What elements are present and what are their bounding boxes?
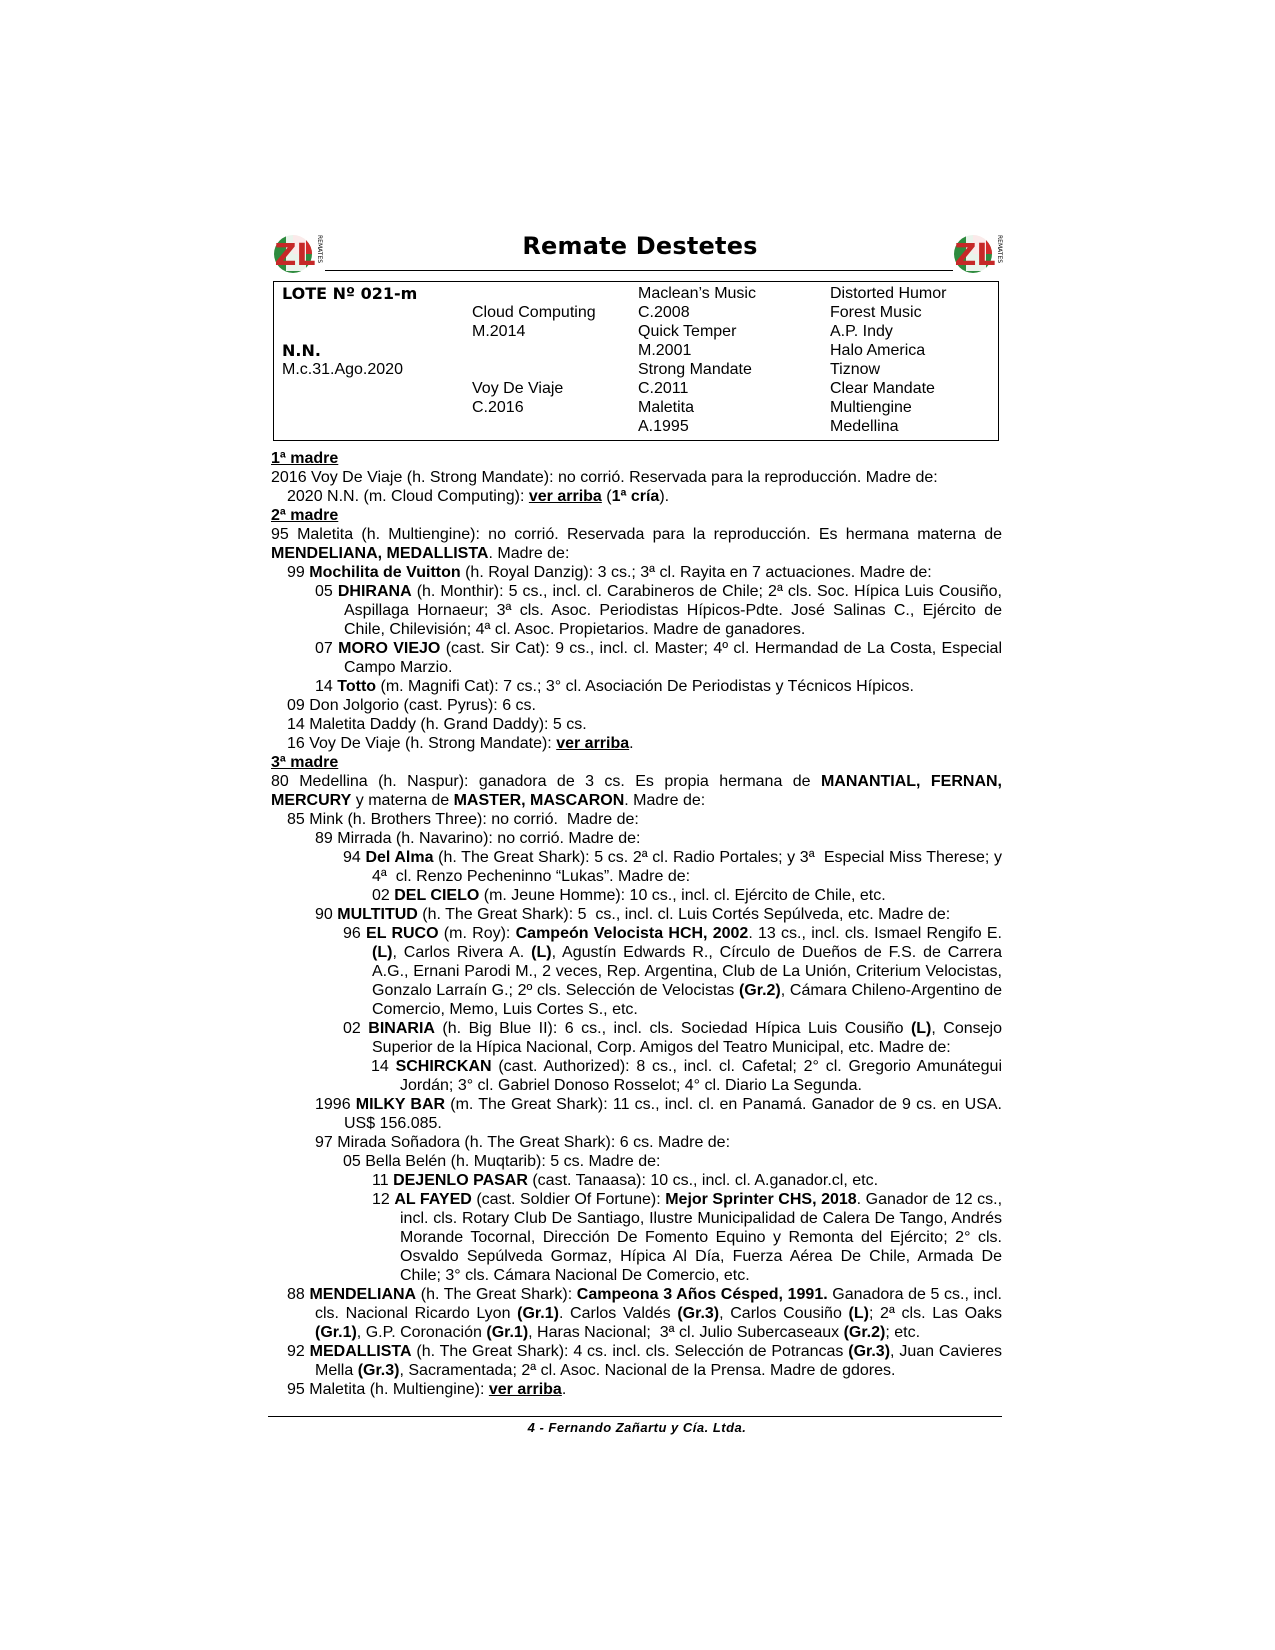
dam-info: C.2016	[472, 399, 524, 416]
entry: 80 Medellina (h. Naspur): ganadora de 3 cs. Es propia hermana de MANANTIAL, FERNAN, MERCURY y materna de MASTER, MASCARON. Madre de:	[271, 773, 1003, 809]
svg-text:REMATES: REMATES	[996, 235, 1003, 264]
family-notes	[271, 449, 1002, 1399]
gen3-cell: Distorted Humor	[830, 285, 947, 302]
entry: 12 AL FAYED (cast. Soldier Of Fortune): Mejor Sprinter CHS, 2018. Ganador de 12 cs., incl. cls. Rotary Club De Santiago, Ilustre Municipalidad de Calera De Tango, Andrés Morande Tocornal, Dirección De Fomento Equino y Remonta del Ejército; 2° cls. Osvaldo Sepúlveda Gormaz, Hípica Al Día, Fuerza Aérea De Chile, Armada De Chile; 3° cls. Cámara Nacional De Comercio, etc.	[372, 1191, 1003, 1284]
title-divider	[325, 270, 953, 271]
entry: 02 DEL CIELO (m. Jeune Homme): 10 cs., incl. cl. Ejército de Chile, etc.	[372, 887, 886, 904]
gen3-cell: Halo America	[830, 342, 926, 359]
gen2-cell: Quick Temper	[638, 323, 737, 340]
entry: 11 DEJENLO PASAR (cast. Tanaasa): 10 cs., incl. cl. A.ganador.cl, etc.	[372, 1172, 879, 1189]
entry: 2016 Voy De Viaje (h. Strong Mandate): no corrió. Reservada para la reproducción. Madre de:	[271, 469, 938, 486]
entry: 1996 MILKY BAR (m. The Great Shark): 11 cs., incl. cl. en Panamá. Ganador de 9 cs. en USA. US$ 156.085.	[315, 1096, 1002, 1132]
gen2-cell: Strong Mandate	[638, 361, 752, 378]
footer-divider	[268, 1416, 1002, 1417]
entry: 92 MEDALLISTA (h. The Great Shark): 4 cs. incl. cls. Selección de Potrancas (Gr.3), Juan Cavieres Mella (Gr.3), Sacramentada; 2ª cl. Asoc. Nacional de la Prensa. Madre de gdores.	[287, 1343, 1002, 1379]
foal-info: M.c.31.Ago.2020	[282, 361, 403, 378]
zl-remates-logo	[951, 227, 1003, 277]
entry: 99 Mochilita de Vuitton (h. Royal Danzig): 3 cs.; 3ª cl. Rayita en 7 actuaciones. Madre de:	[287, 564, 932, 581]
entry: 07 MORO VIEJO (cast. Sir Cat): 9 cs., incl. cl. Master; 4º cl. Hermandad de La Costa, Especial Campo Marzio.	[315, 640, 1003, 676]
entry: 05 Bella Belén (h. Muqtarib): 5 cs. Madre de:	[343, 1153, 661, 1170]
gen3-cell: A.P. Indy	[830, 323, 893, 340]
entry: 97 Mirada Soñadora (h. The Great Shark): 6 cs. Madre de:	[315, 1134, 731, 1151]
svg-text:REMATES: REMATES	[316, 235, 323, 264]
entry: 02 BINARIA (h. Big Blue II): 6 cs., incl. cls. Sociedad Hípica Luis Cousiño (L), Consejo Superior de la Hípica Nacional, Corp. Amigos del Teatro Municipal, etc. Madre de:	[343, 1020, 1003, 1056]
gen3-cell: Multiengine	[830, 399, 912, 416]
entry: 2020 N.N. (m. Cloud Computing): ver arriba (1ª cría).	[287, 488, 670, 505]
lote-number: LOTE Nº 021-m	[282, 284, 418, 303]
zl-remates-logo	[271, 227, 323, 277]
page-footer: 4 - Fernando Zañartu y Cía. Ltda.	[527, 1420, 747, 1435]
entry: 09 Don Jolgorio (cast. Pyrus): 6 cs.	[287, 697, 536, 714]
gen2-cell: Maclean’s Music	[638, 285, 756, 302]
gen2-cell: A.1995	[638, 418, 689, 435]
entry: 14 Totto (m. Magnifi Cat): 7 cs.; 3° cl. Asociación De Periodistas y Técnicos Hípicos.	[315, 678, 914, 695]
gen2-cell: C.2008	[638, 304, 690, 321]
entry: 95 Maletita (h. Multiengine): no corrió. Reservada para la reproducción. Es hermana materna de MENDELIANA, MEDALLISTA. Madre de:	[271, 526, 1002, 562]
svg-text:ZL: ZL	[954, 238, 996, 273]
gen3-cell: Clear Mandate	[830, 380, 935, 397]
entry: 89 Mirrada (h. Navarino): no corrió. Madre de:	[315, 830, 641, 847]
entry: 85 Mink (h. Brothers Three): no corrió. Madre de:	[287, 811, 639, 828]
entry: 14 SCHIRCKAN (cast. Authorized): 8 cs., incl. cl. Cafetal; 2° cl. Gregorio Amunátegui Jordán; 3° cl. Gabriel Donoso Rosselot; 4° cl. Diario La Segunda.	[371, 1058, 1002, 1094]
horse-name: N.N.	[282, 341, 321, 360]
entry: 90 MULTITUD (h. The Great Shark): 5 cs., incl. cl. Luis Cortés Sepúlveda, etc. Madre de:	[315, 906, 951, 923]
svg-text:ZL: ZL	[274, 238, 316, 273]
entry: 95 Maletita (h. Multiengine): ver arriba.	[287, 1381, 567, 1398]
gen2-cell: Maletita	[638, 399, 695, 416]
entry: 14 Maletita Daddy (h. Grand Daddy): 5 cs.	[287, 716, 587, 733]
pedigree-table	[273, 281, 999, 441]
section-heading: 3ª madre	[271, 754, 339, 771]
gen3-cell: Tiznow	[830, 361, 881, 378]
sire-name: Cloud Computing	[472, 304, 596, 321]
dam-name: Voy De Viaje	[472, 380, 564, 397]
entry: 05 DHIRANA (h. Monthir): 5 cs., incl. cl. Carabineros de Chile; 2ª cls. Soc. Hípica Luis Cousiño, Aspillaga Hornaeur; 3ª cls. Asoc. Periodistas Hípicos-Pdte. José Salinas C., Ejército de Chile, Chilevisión; 4ª cl. Asoc. Propietarios. Madre de ganadores.	[315, 583, 1003, 638]
section-heading: 1ª madre	[271, 450, 339, 467]
gen2-cell: C.2011	[638, 380, 689, 397]
gen3-cell: Medellina	[830, 418, 899, 435]
section-heading: 2ª madre	[271, 507, 339, 524]
entry: 88 MENDELIANA (h. The Great Shark): Campeona 3 Años Césped, 1991. Ganadora de 5 cs., incl. cls. Nacional Ricardo Lyon (Gr.1). Carlos Valdés (Gr.3), Carlos Cousiño (L); 2ª cls. Las Oaks (Gr.1), G.P. Coronación (Gr.1), Haras Nacional; 3ª cl. Julio Subercaseaux (Gr.2); etc.	[287, 1286, 1003, 1341]
entry: 96 EL RUCO (m. Roy): Campeón Velocista HCH, 2002. 13 cs., incl. cls. Ismael Rengifo E. (L), Carlos Rivera A. (L), Agustín Edwards R., Círculo de Dueños de F.S. de Carrera A.G., Ernani Parodi M., 2 veces, Rep. Argentina, Club de La Unión, Criterium Velocistas, Gonzalo Larraín G.; 2º cls. Selección de Velocistas (Gr.2), Cámara Chileno-Argentino de Comercio, Memo, Luis Cortes S., etc.	[343, 925, 1003, 1018]
entry: 94 Del Alma (h. The Great Shark): 5 cs. 2ª cl. Radio Portales; y 3ª Especial Miss Therese; y 4ª cl. Renzo Pecheninno “Lukas”. Madre de:	[343, 849, 1003, 885]
gen3-cell: Forest Music	[830, 304, 922, 321]
gen2-cell: M.2001	[638, 342, 692, 359]
page-title: Remate Destetes	[522, 232, 758, 260]
entry: 16 Voy De Viaje (h. Strong Mandate): ver arriba.	[287, 735, 634, 752]
sire-info: M.2014	[472, 323, 526, 340]
